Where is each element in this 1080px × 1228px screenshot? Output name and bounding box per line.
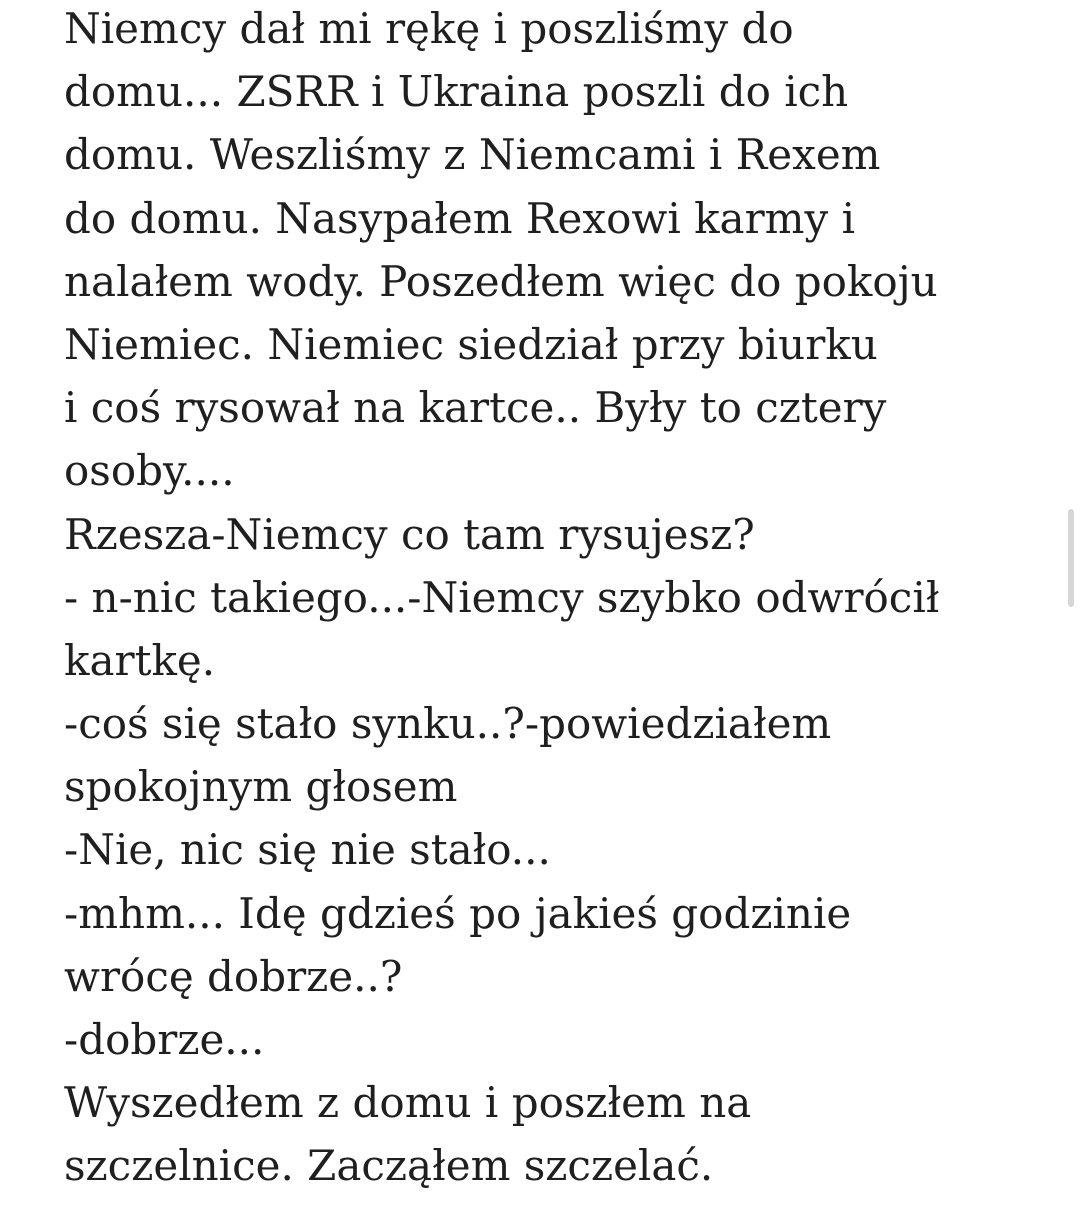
story-line: - n-nic takiego...-Niemcy szybko odwrócił (64, 572, 940, 622)
story-line: szczelnice. Zacząłem szczelać. (64, 1141, 714, 1191)
scrollbar-thumb[interactable] (1068, 509, 1074, 607)
story-line: -dobrze... (64, 1015, 265, 1064)
story-line: -Nie, nic się nie stało... (64, 825, 551, 875)
story-text (64, 0, 1024, 1198)
story-line: Rzesza-Niemcy co tam rysujesz? (64, 509, 755, 559)
scrollbar-track[interactable] (1066, 0, 1080, 1228)
story-line: -mhm... Idę gdzieś po jakieś godzinie (64, 888, 852, 938)
story-line: wrócę dobrze..? (64, 951, 403, 1001)
story-line: Niemiec. Niemiec siedział przy biurku (64, 319, 878, 369)
story-line: domu. Weszliśmy z Niemcami i Rexem (64, 130, 881, 180)
story-line: spokojnym głosem (64, 762, 458, 812)
story-line: nalałem wody. Poszedłem więc do pokoju (64, 256, 938, 306)
story-line: Wyszedłem z domu i poszłem na (64, 1078, 752, 1128)
story-line: i coś rysował na kartce.. Były to cztery (64, 383, 887, 433)
story-line: domu... ZSRR i Ukraina poszli do ich (64, 67, 849, 117)
story-line: kartkę. (64, 635, 216, 685)
story-line: -coś się stało synku..?-powiedziałem (64, 699, 832, 749)
story-line: osoby.... (64, 446, 235, 496)
story-line: do domu. Nasypałem Rexowi karmy i (64, 193, 856, 243)
story-line: Niemcy dał mi rękę i poszliśmy do (64, 4, 794, 53)
